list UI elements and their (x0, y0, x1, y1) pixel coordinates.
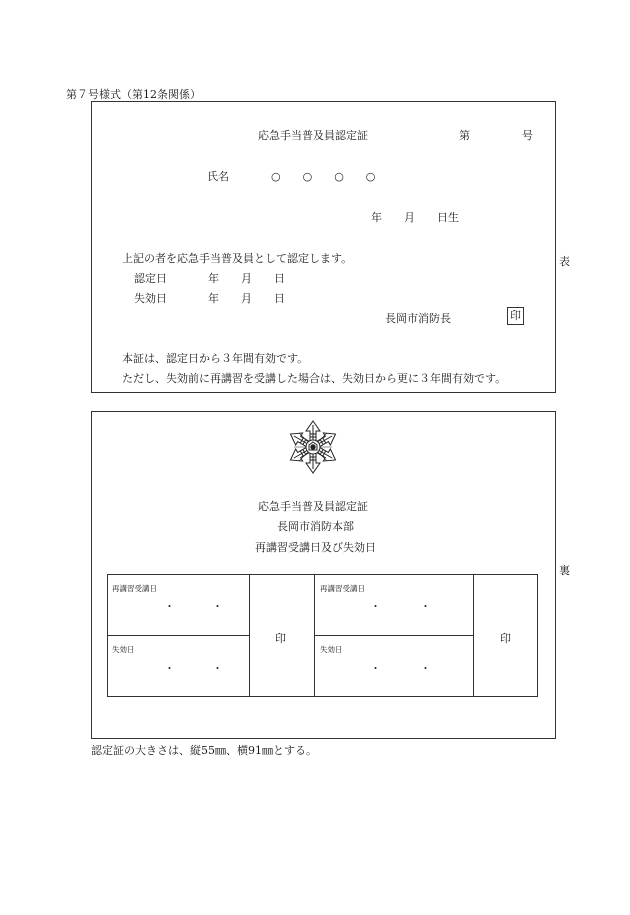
cert-date-label: 認定日 (134, 272, 167, 285)
back-subtitle: 再講習受講日及び失効日 (255, 541, 376, 554)
date-separator: ・ (164, 662, 175, 675)
name-label: 氏名 (207, 170, 229, 183)
back-title: 応急手当普及員認定証 (258, 500, 368, 513)
expiry-label-right: 失効日 (320, 645, 343, 654)
date-separator: ・ (370, 600, 381, 613)
expiry-date-label: 失効日 (134, 292, 167, 305)
size-footnote: 認定証の大きさは、縦55㎜、横91㎜とする。 (91, 744, 317, 757)
number-prefix: 第 (459, 129, 470, 142)
back-organization: 長岡市消防本部 (277, 520, 354, 533)
date-separator: ・ (370, 662, 381, 675)
retraining-label-right: 再講習受講日 (320, 584, 365, 593)
expiry-date-value: 年 月 日 (208, 292, 285, 305)
seal-label-left: 印 (275, 632, 286, 645)
date-separator: ・ (164, 600, 175, 613)
form-number-header: 第７号様式（第12条関係） (66, 88, 201, 101)
back-side-label: 裏 (559, 564, 570, 577)
front-title: 応急手当普及員認定証 (258, 129, 368, 142)
seal-stamp-box: 印 (507, 307, 524, 325)
seal-label-right: 印 (500, 632, 511, 645)
certification-statement: 上記の者を応急手当普及員として認定します。 (122, 252, 353, 265)
birthdate: 年 月 日生 (371, 211, 459, 224)
validity-note-extension: ただし、失効前に再講習を受講した場合は、失効日から更に３年間有効です。 (122, 372, 507, 385)
name-placeholder: ○ ○ ○ ○ (271, 170, 376, 183)
number-suffix: 号 (522, 129, 533, 142)
cert-date-value: 年 月 日 (208, 272, 285, 285)
date-separator: ・ (420, 662, 431, 675)
retraining-label-left: 再講習受講日 (112, 584, 157, 593)
date-separator: ・ (212, 600, 223, 613)
date-separator: ・ (420, 600, 431, 613)
expiry-label-left: 失効日 (112, 645, 135, 654)
fire-department-emblem-icon (285, 418, 341, 476)
validity-note: 本証は、認定日から３年間有効です。 (122, 352, 309, 365)
front-side-label: 表 (559, 255, 570, 268)
date-separator: ・ (212, 662, 223, 675)
issuer: 長岡市消防長 (385, 312, 451, 325)
